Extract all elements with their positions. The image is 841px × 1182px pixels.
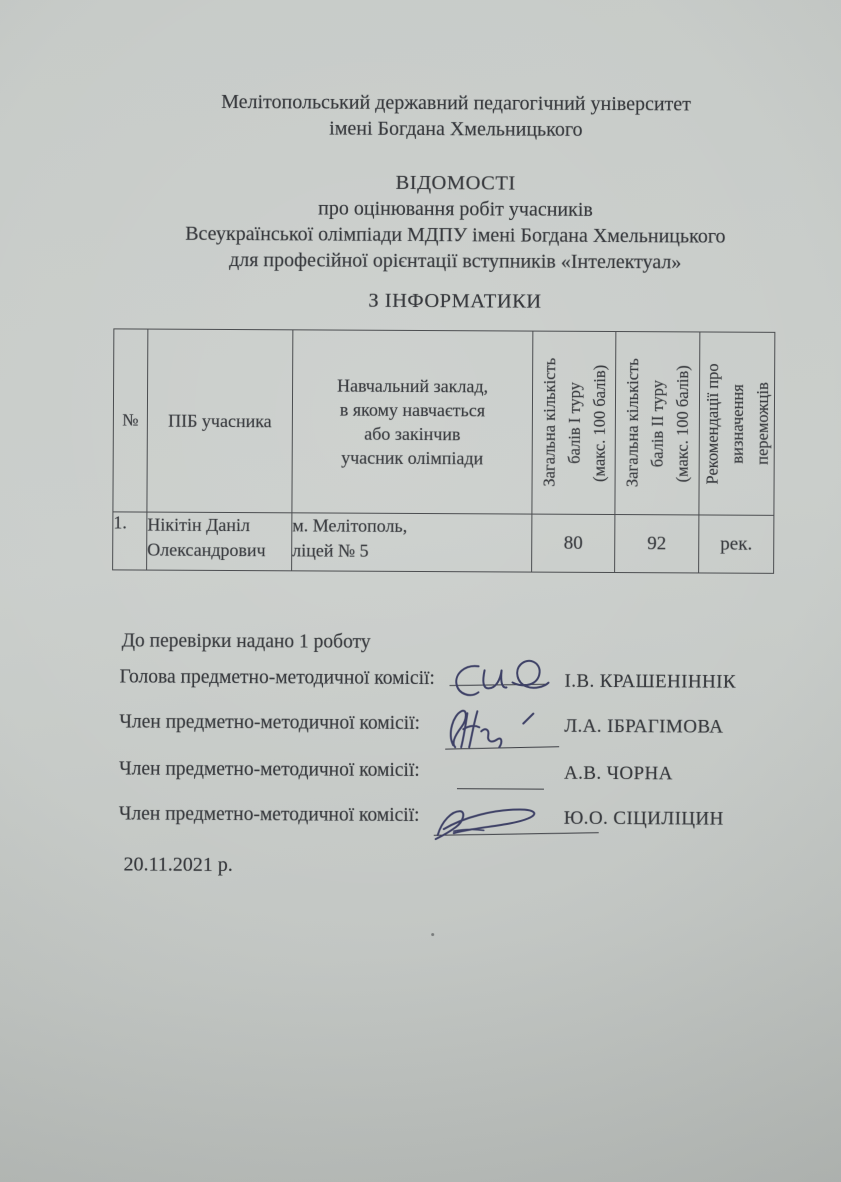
- table-header-row: [113, 329, 775, 515]
- signature-row-member-3: [0, 803, 840, 851]
- signature-row-member-2: [0, 758, 840, 806]
- cell-round2-score: 92: [615, 515, 699, 573]
- signature-role-label: Член предметно-методичної комісії:: [119, 758, 420, 781]
- document-subtitle-line3: для професійної орієнтації вступників «Інтелектуал»: [228, 248, 682, 274]
- document-subtitle-line1: про оцінювання робіт учасників: [318, 197, 593, 221]
- signature-row-chair: [0, 666, 841, 714]
- cell-school: м. Мелітополь, ліцей № 5: [292, 513, 532, 572]
- column-header-number: №: [113, 329, 148, 512]
- subject-title: З ІНФОРМАТИКИ: [368, 289, 542, 313]
- document-header: [67, 88, 841, 316]
- column-header-round1-text: Загальна кількість балів І туру (макс. 100 балів): [539, 358, 609, 488]
- signature-person-name: Ю.О. СІЦИЛІЦИН: [563, 807, 724, 830]
- document-date: 20.11.2021 р.: [123, 853, 233, 877]
- column-header-participant: ПІБ учасника: [147, 329, 293, 513]
- column-header-round2-text: Загальна кількість балів ІІ туру (макс. 100 балів): [622, 358, 693, 488]
- signature-row-member-1: [0, 711, 840, 759]
- signature-role-label: Член предметно-методичної комісії:: [118, 803, 420, 826]
- column-header-round2-score: [615, 332, 700, 515]
- table-row: [113, 512, 774, 573]
- cell-participant-name: Нікітін Даніл Олександрович: [147, 512, 292, 571]
- column-header-round1-score: [532, 331, 616, 514]
- signature-line: [457, 788, 544, 789]
- document-subtitle-line2: Всеукраїнської олімпіади МДПУ імені Богдана Хмельницького: [185, 222, 726, 248]
- column-header-school-text: Навчальний заклад, в якому навчається або закінчив учасник олімпіади: [336, 375, 489, 469]
- signature-person-name: А.В. ЧОРНА: [563, 762, 673, 785]
- works-submitted-note: До перевірки надано 1 роботу: [121, 630, 371, 653]
- document-title: ВІДОМОСТІ: [395, 171, 516, 195]
- signature-ink-krasheninnik: [444, 654, 556, 707]
- column-header-recommendation-text: Рекомендації про визначення переможців: [702, 362, 773, 485]
- results-table: [112, 328, 775, 573]
- signature-person-name: Л.А. ІБРАГІМОВА: [564, 715, 724, 738]
- column-header-recommendation: [699, 332, 775, 515]
- cell-round1-score: 80: [532, 514, 615, 572]
- column-header-school: [292, 330, 533, 514]
- university-name-line2: імені Богдана Хмельницького: [329, 117, 583, 141]
- signature-role-label: Член предметно-методичної комісії:: [119, 711, 421, 734]
- signature-ink-ibragimova: [439, 701, 579, 758]
- cell-recommendation: рек.: [699, 515, 774, 573]
- signature-role-label: Голова предметно-методичної комісії:: [119, 666, 435, 690]
- signature-person-name: І.В. КРАШЕНІННІК: [564, 670, 737, 693]
- paper-speck: [431, 933, 434, 936]
- cell-row-number: 1.: [113, 512, 147, 570]
- university-name-line1: Мелітопольський державний педагогічний університет: [221, 90, 691, 116]
